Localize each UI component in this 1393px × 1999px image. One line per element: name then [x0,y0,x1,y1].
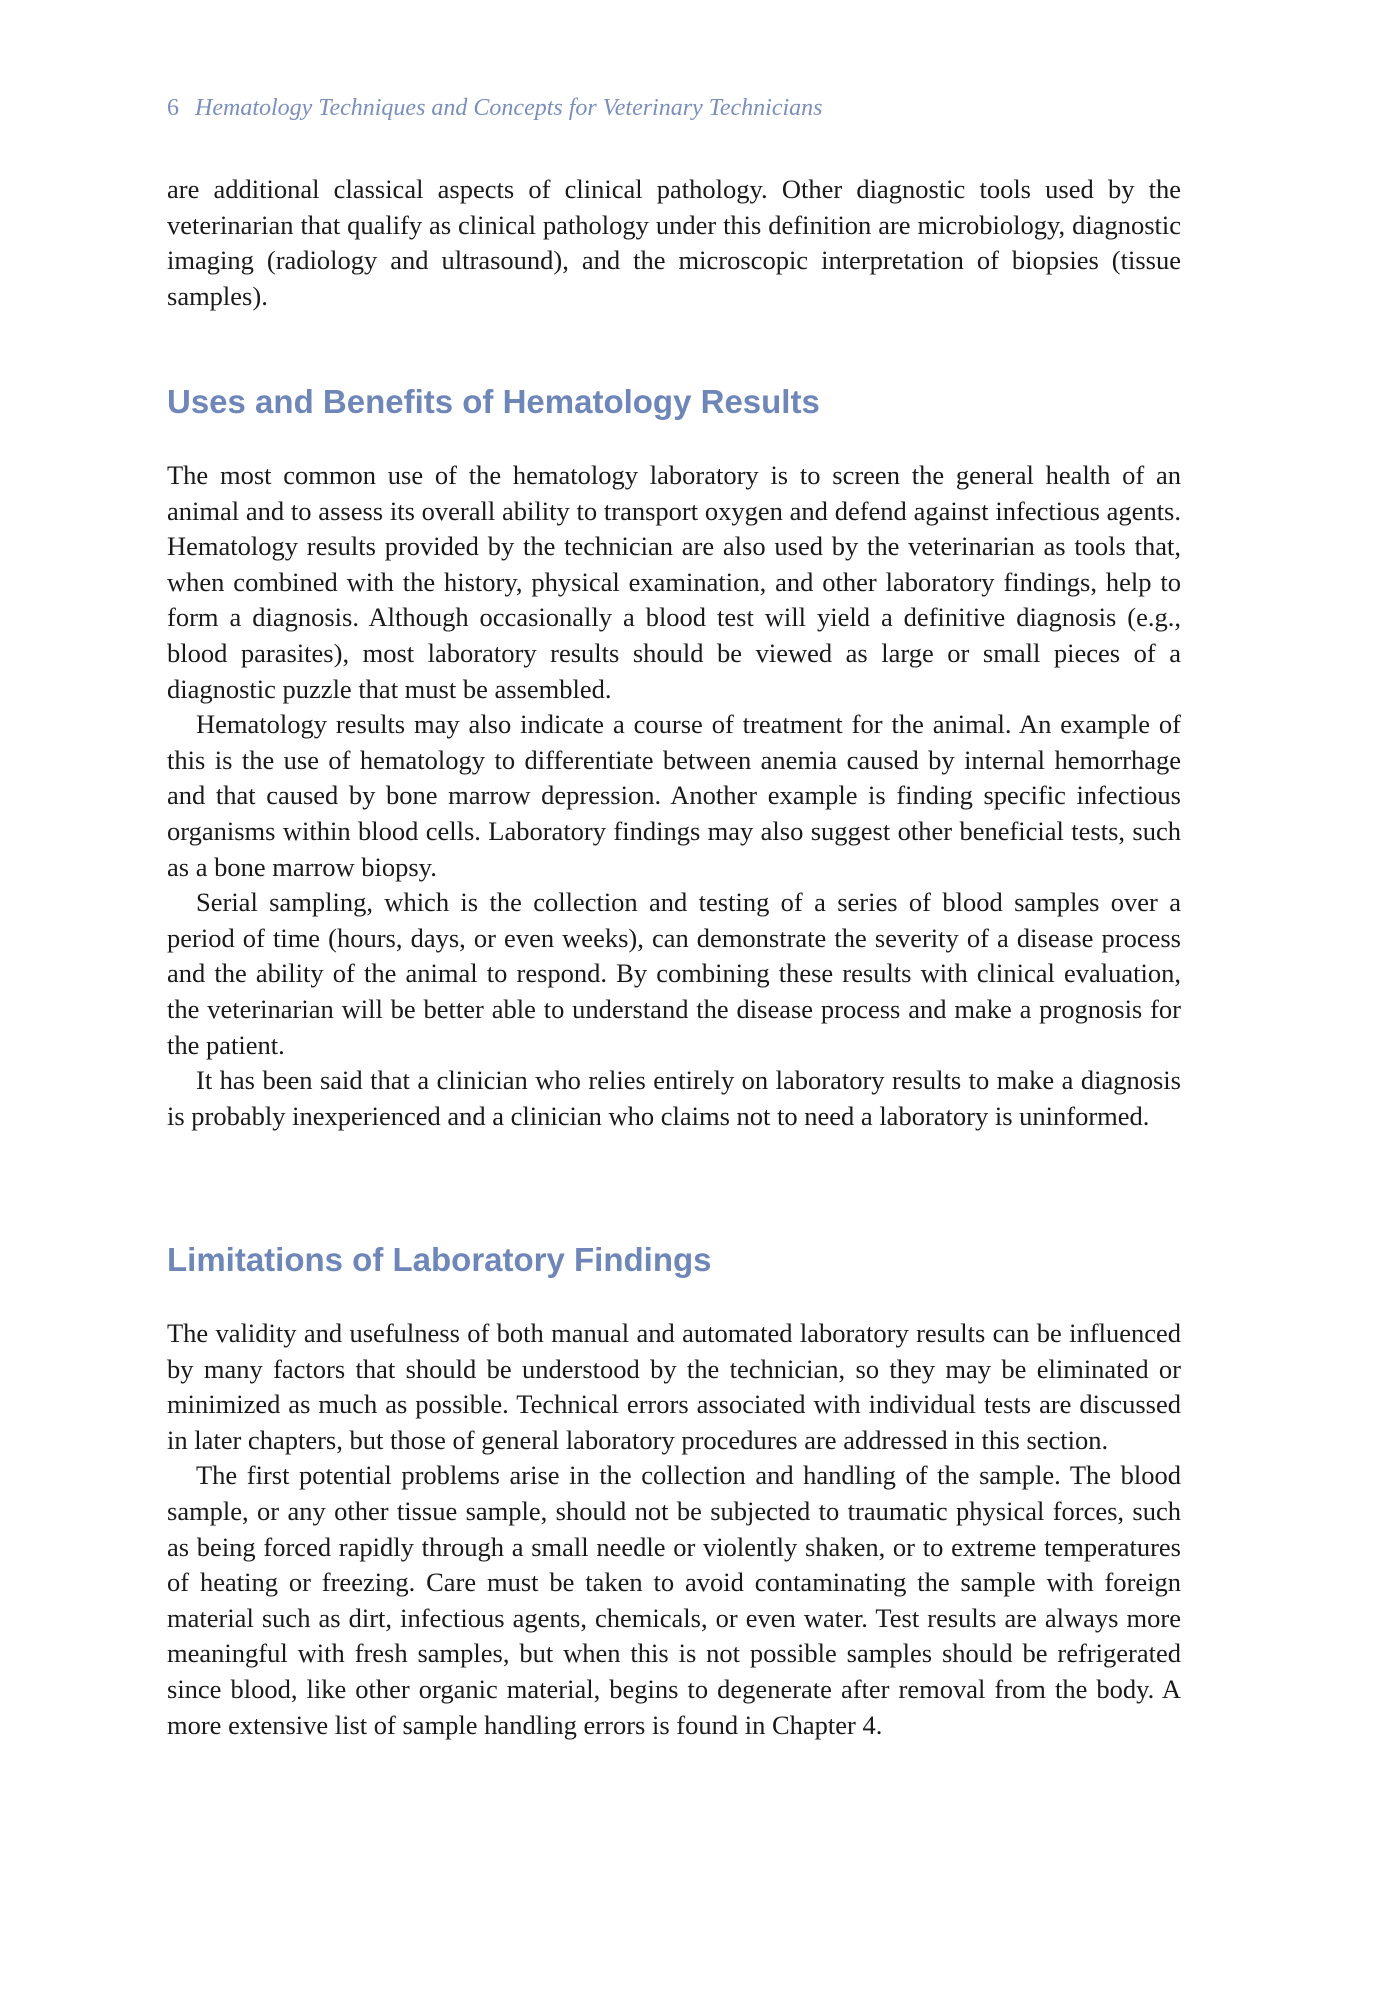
body-paragraph: The validity and usefulness of both manual and automated laboratory results can be influenced by many factors that should be understood by the technician, so they may be eliminated or minimized as much as possible. Technical errors associated with individual tests are discussed in later chapters, but those of general laboratory procedures are addressed in this section. [167,1318,1181,1455]
section-body-uses-and-benefits [167,458,1181,1134]
section-body-limitations [167,1316,1181,1743]
book-title: Hematology Techniques and Concepts for Veterinary Technicians [195,95,823,121]
running-head [167,95,1187,122]
body-paragraph: It has been said that a clinician who relies entirely on laboratory results to make a diagnosis is probably inexperienced and a clinician who claims not to need a laboratory is uninformed. [167,1065,1181,1131]
body-paragraph: The first potential problems arise in the collection and handling of the sample. The blood sample, or any other tissue sample, should not be subjected to traumatic physical forces, such as being forced rapidly through a small needle or violently shaken, or to extreme temperatures of heating or freezing. Care must be taken to avoid contaminating the sample with foreign material such as dirt, infectious agents, chemicals, or even water. Test results are always more meaningful with fresh samples, but when this is not possible samples should be refrigerated since blood, like other organic material, begins to degenerate after removal from the body. A more extensive list of sample handling errors is found in Chapter 4. [167,1460,1181,1740]
body-paragraph: Hematology results may also indicate a course of treatment for the animal. An example of this is the use of hematology to differentiate between anemia caused by internal hemorrhage and that caused by bone marrow depression. Another example is finding specific infectious organisms within blood cells. Laboratory findings may also suggest other beneficial tests, such as a bone marrow biopsy. [167,709,1181,882]
body-paragraph: Serial sampling, which is the collection and testing of a series of blood samples over a period of time (hours, days, or even weeks), can demonstrate the severity of a disease process and the ability of the animal to respond. By combining these results with clinical evaluation, the veterinarian will be better able to understand the disease process and make a prognosis for the patient. [167,887,1181,1060]
body-paragraph: The most common use of the hematology laboratory is to screen the general health of an animal and to assess its overall ability to transport oxygen and defend against infectious agents. Hematology results provided by the technician are also used by the veterinarian as tools that, when combined with the history, physical examination, and other laboratory findings, help to form a diagnosis. Although occasionally a blood test will yield a definitive diagnosis (e.g., blood parasites), most laboratory results should be viewed as large or small pieces of a diagnostic puzzle that must be assembled. [167,460,1181,704]
page-number: 6 [167,95,179,121]
intro-text-block [167,172,1181,314]
section-heading-limitations: Limitations of Laboratory Findings [167,1241,712,1278]
section-heading-uses-and-benefits: Uses and Benefits of Hematology Results [167,383,820,420]
body-paragraph: are additional classical aspects of clinical pathology. Other diagnostic tools used by the veterinarian that qualify as clinical pathology under this definition are microbiology, diagnostic imaging (radiology and ultrasound), and the microscopic interpretation of biopsies (tissue samples). [167,174,1181,311]
